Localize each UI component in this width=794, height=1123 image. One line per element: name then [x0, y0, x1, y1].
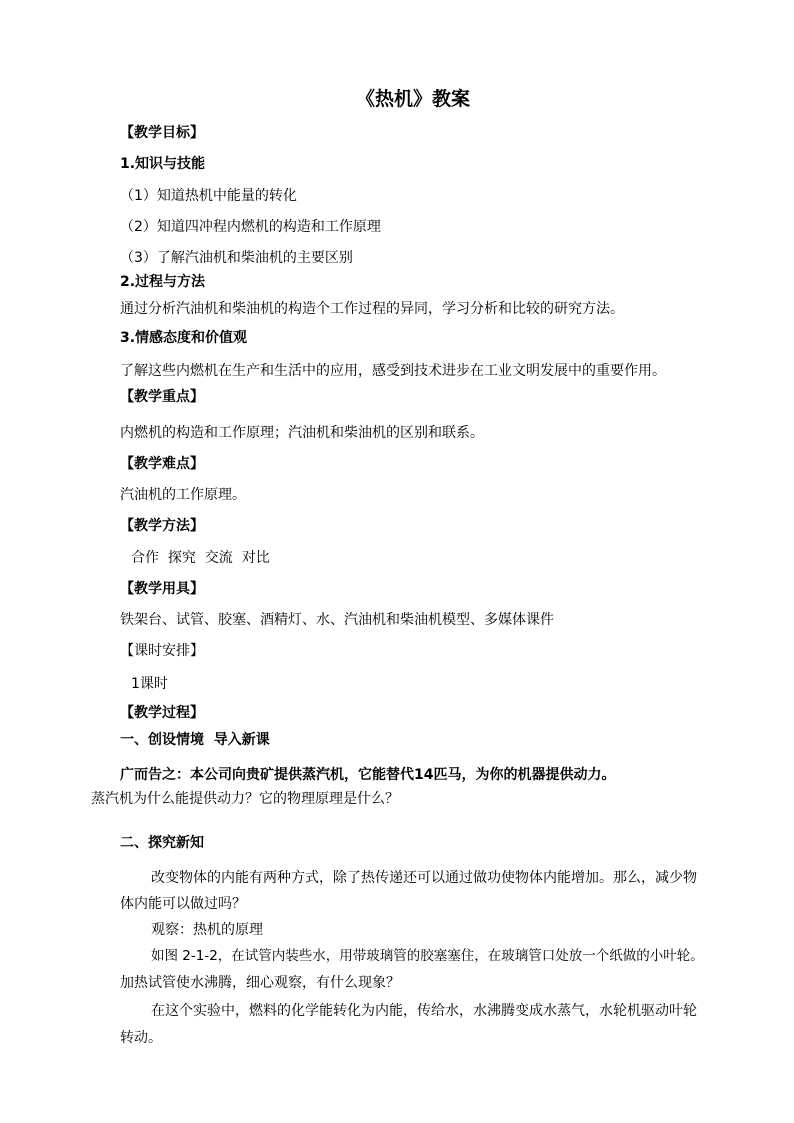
- attitude-heading: 3.情感态度和价值观: [120, 330, 248, 346]
- part1-heading: 一、创设情境 导入新课: [120, 732, 270, 748]
- process-method-heading: 2.过程与方法: [120, 274, 206, 290]
- schedule-text: 1课时: [131, 676, 168, 692]
- para3-line2: 转动。: [120, 1030, 162, 1046]
- page-title: 《热机》教案: [356, 88, 471, 110]
- tools-text: 铁架台、试管、胶塞、酒精灯、水、汽油机和柴油机模型、多媒体课件: [120, 612, 554, 628]
- para1-line1: 改变物体的内能有两种方式，除了热传递还可以通过做功使物体内能增加。那么，减少物: [151, 870, 697, 886]
- observe-text: 观察：热机的原理: [151, 922, 263, 938]
- process-method-text: 通过分析汽油机和柴油机的构造个工作过程的异同，学习分析和比较的研究方法。: [120, 301, 624, 317]
- knowledge-item: （2）知道四冲程内燃机的构造和工作原理: [120, 219, 381, 235]
- difficulties-heading: 【教学难点】: [120, 456, 204, 472]
- key-points-text: 内燃机的构造和工作原理；汽油机和柴油机的区别和联系。: [120, 425, 484, 441]
- attitude-text: 了解这些内燃机在生产和生活中的应用，感受到技术进步在工业文明发展中的重要作用。: [120, 363, 666, 379]
- objectives-heading: 【教学目标】: [120, 125, 204, 141]
- para2-line1: 如图 2-1-2，在试管内装些水，用带玻璃管的胶塞塞住，在玻璃管口处放一个纸做的小叶轮。: [151, 948, 704, 964]
- part2-heading: 二、探究新知: [120, 835, 204, 851]
- difficulties-text: 汽油机的工作原理。: [120, 487, 246, 503]
- knowledge-item: （1）知道热机中能量的转化: [120, 188, 297, 204]
- tools-heading: 【教学用具】: [120, 581, 204, 597]
- process-heading: 【教学过程】: [120, 705, 204, 721]
- key-points-heading: 【教学重点】: [120, 389, 204, 405]
- knowledge-item: （3）了解汽油机和柴油机的主要区别: [120, 250, 353, 266]
- para3-line1: 在这个实验中，燃料的化学能转化为内能，传给水，水沸腾变成水蒸气，水轮机驱动叶轮: [151, 1003, 697, 1019]
- methods-text: 合作 探究 交流 对比: [131, 550, 270, 566]
- schedule-heading: 【课时安排】: [120, 643, 204, 659]
- para2-line2: 加热试管使水沸腾，细心观察，有什么现象？: [120, 975, 400, 991]
- ad-text: 广而告之：本公司向贵矿提供蒸汽机，它能替代14匹马，为你的机器提供动力。: [120, 767, 616, 783]
- methods-heading: 【教学方法】: [120, 518, 204, 534]
- knowledge-heading: 1.知识与技能: [120, 156, 206, 172]
- question-text: 蒸汽机为什么能提供动力？它的物理原理是什么？: [91, 791, 399, 807]
- para1-line2: 体内能可以做过吗？: [120, 896, 246, 912]
